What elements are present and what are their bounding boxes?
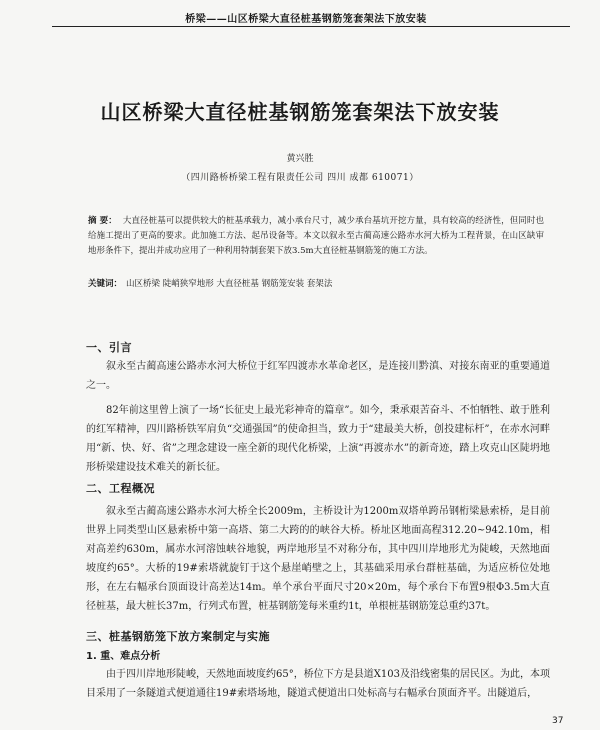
- abstract-label: 摘 要：: [88, 216, 117, 226]
- paragraph: 82年前这里曾上演了一场“长征史上最光彩神奇的篇章”。如今，秉承艰苦奋斗、不怕牺牲、敢于胜利的红军精神，四川路桥铁军肩负“交通强国”的使命担当，致力于“建最美大桥，创投建标杆”，在赤水河畔用“新、快、好、省”之理念建设一座全新的现代化桥梁，上演“再渡赤水”的新奇迹，踏上攻克山区陡坍地形桥梁建设技术难关的新长征。: [86, 405, 550, 473]
- abstract: [88, 214, 544, 259]
- subsection-heading-difficulties: 1. 重、难点分析: [86, 651, 161, 662]
- keywords: [88, 277, 544, 291]
- section-heading-scheme: 三、桩基钢筋笼下放方案制定与实施: [86, 630, 270, 643]
- section-heading-project-overview: 二、工程概况: [86, 482, 155, 495]
- author: 黄兴胜: [286, 154, 314, 164]
- affiliation: （四川路桥桥梁工程有限责任公司 四川 成都 610071）: [181, 173, 419, 183]
- keywords-label: 关键词：: [88, 279, 123, 289]
- keywords-text: 山区桥梁 陡峭狭窄地形 大直径桩基 钢筋笼安装 套架法: [126, 279, 333, 289]
- header-rule: [52, 26, 570, 27]
- paragraph: 由于四川岸地形陡峻，天然地面坡度约65°，桥位下方是县道X103及沿线密集的居民区。为此，本项目采用了一条隧道式便道通往19#索塔场地，隧道式便道出口处标高与右幅承台顶面齐平。出隧道后，: [86, 669, 550, 699]
- paragraph: 叙永至古蔺高速公路赤水河大桥全长2009m，主桥设计为1200m双塔单跨吊钢桁梁悬索桥，是目前世界上同类型山区悬索桥中第一高塔、第二大跨的的峡谷大桥。桥址区地面高程312.20~942.10m，相对高差约630m，属赤水河溶蚀峡谷地貌，两岸地形呈不对称分布，其中四川岸地形尤为陡峻，天然地面坡度约65°。大桥的19#索塔就旋钉于这个悬崖峭壁之上，其基础采用承台群桩基础，为适应桥位处地形，在左右幅承台顶面设计高差达14m。单个承台平面尺寸20×20m，每个承台下布置9根Φ3.5m大直径桩基，最大桩长37m，行列式布置，桩基钢筋笼每米重约1t，单根桩基钢筋笼总重约37t。: [86, 506, 550, 612]
- section-heading-introduction: 一、引言: [86, 341, 132, 354]
- paragraph: 叙永至古蔺高速公路赤水河大桥位于红军四渡赤水革命老区，是连接川黔滇、对接东南亚的重要通道之一。: [86, 361, 550, 391]
- running-header: 桥梁——山区桥梁大直径桩基钢筋笼套架法下放安装: [185, 14, 427, 25]
- paper-title: 山区桥梁大直径桩基钢筋笼套架法下放安装: [100, 100, 500, 124]
- page-number: 37: [552, 716, 564, 726]
- abstract-text: 大直径桩基可以提供较大的桩基承载力，减小承台尺寸，减少承台基坑开挖方量，具有较高的经济性，但同时也给施工提出了更高的要求。此加施工方法、起吊设备等。本文以叙永至古蔺高速公路赤水河大桥为工程背景，在山区缺审地形条件下，提出并成功应用了一种利用特制套架下放3.5m大直径桩基钢筋笼的施工方法。: [88, 216, 544, 256]
